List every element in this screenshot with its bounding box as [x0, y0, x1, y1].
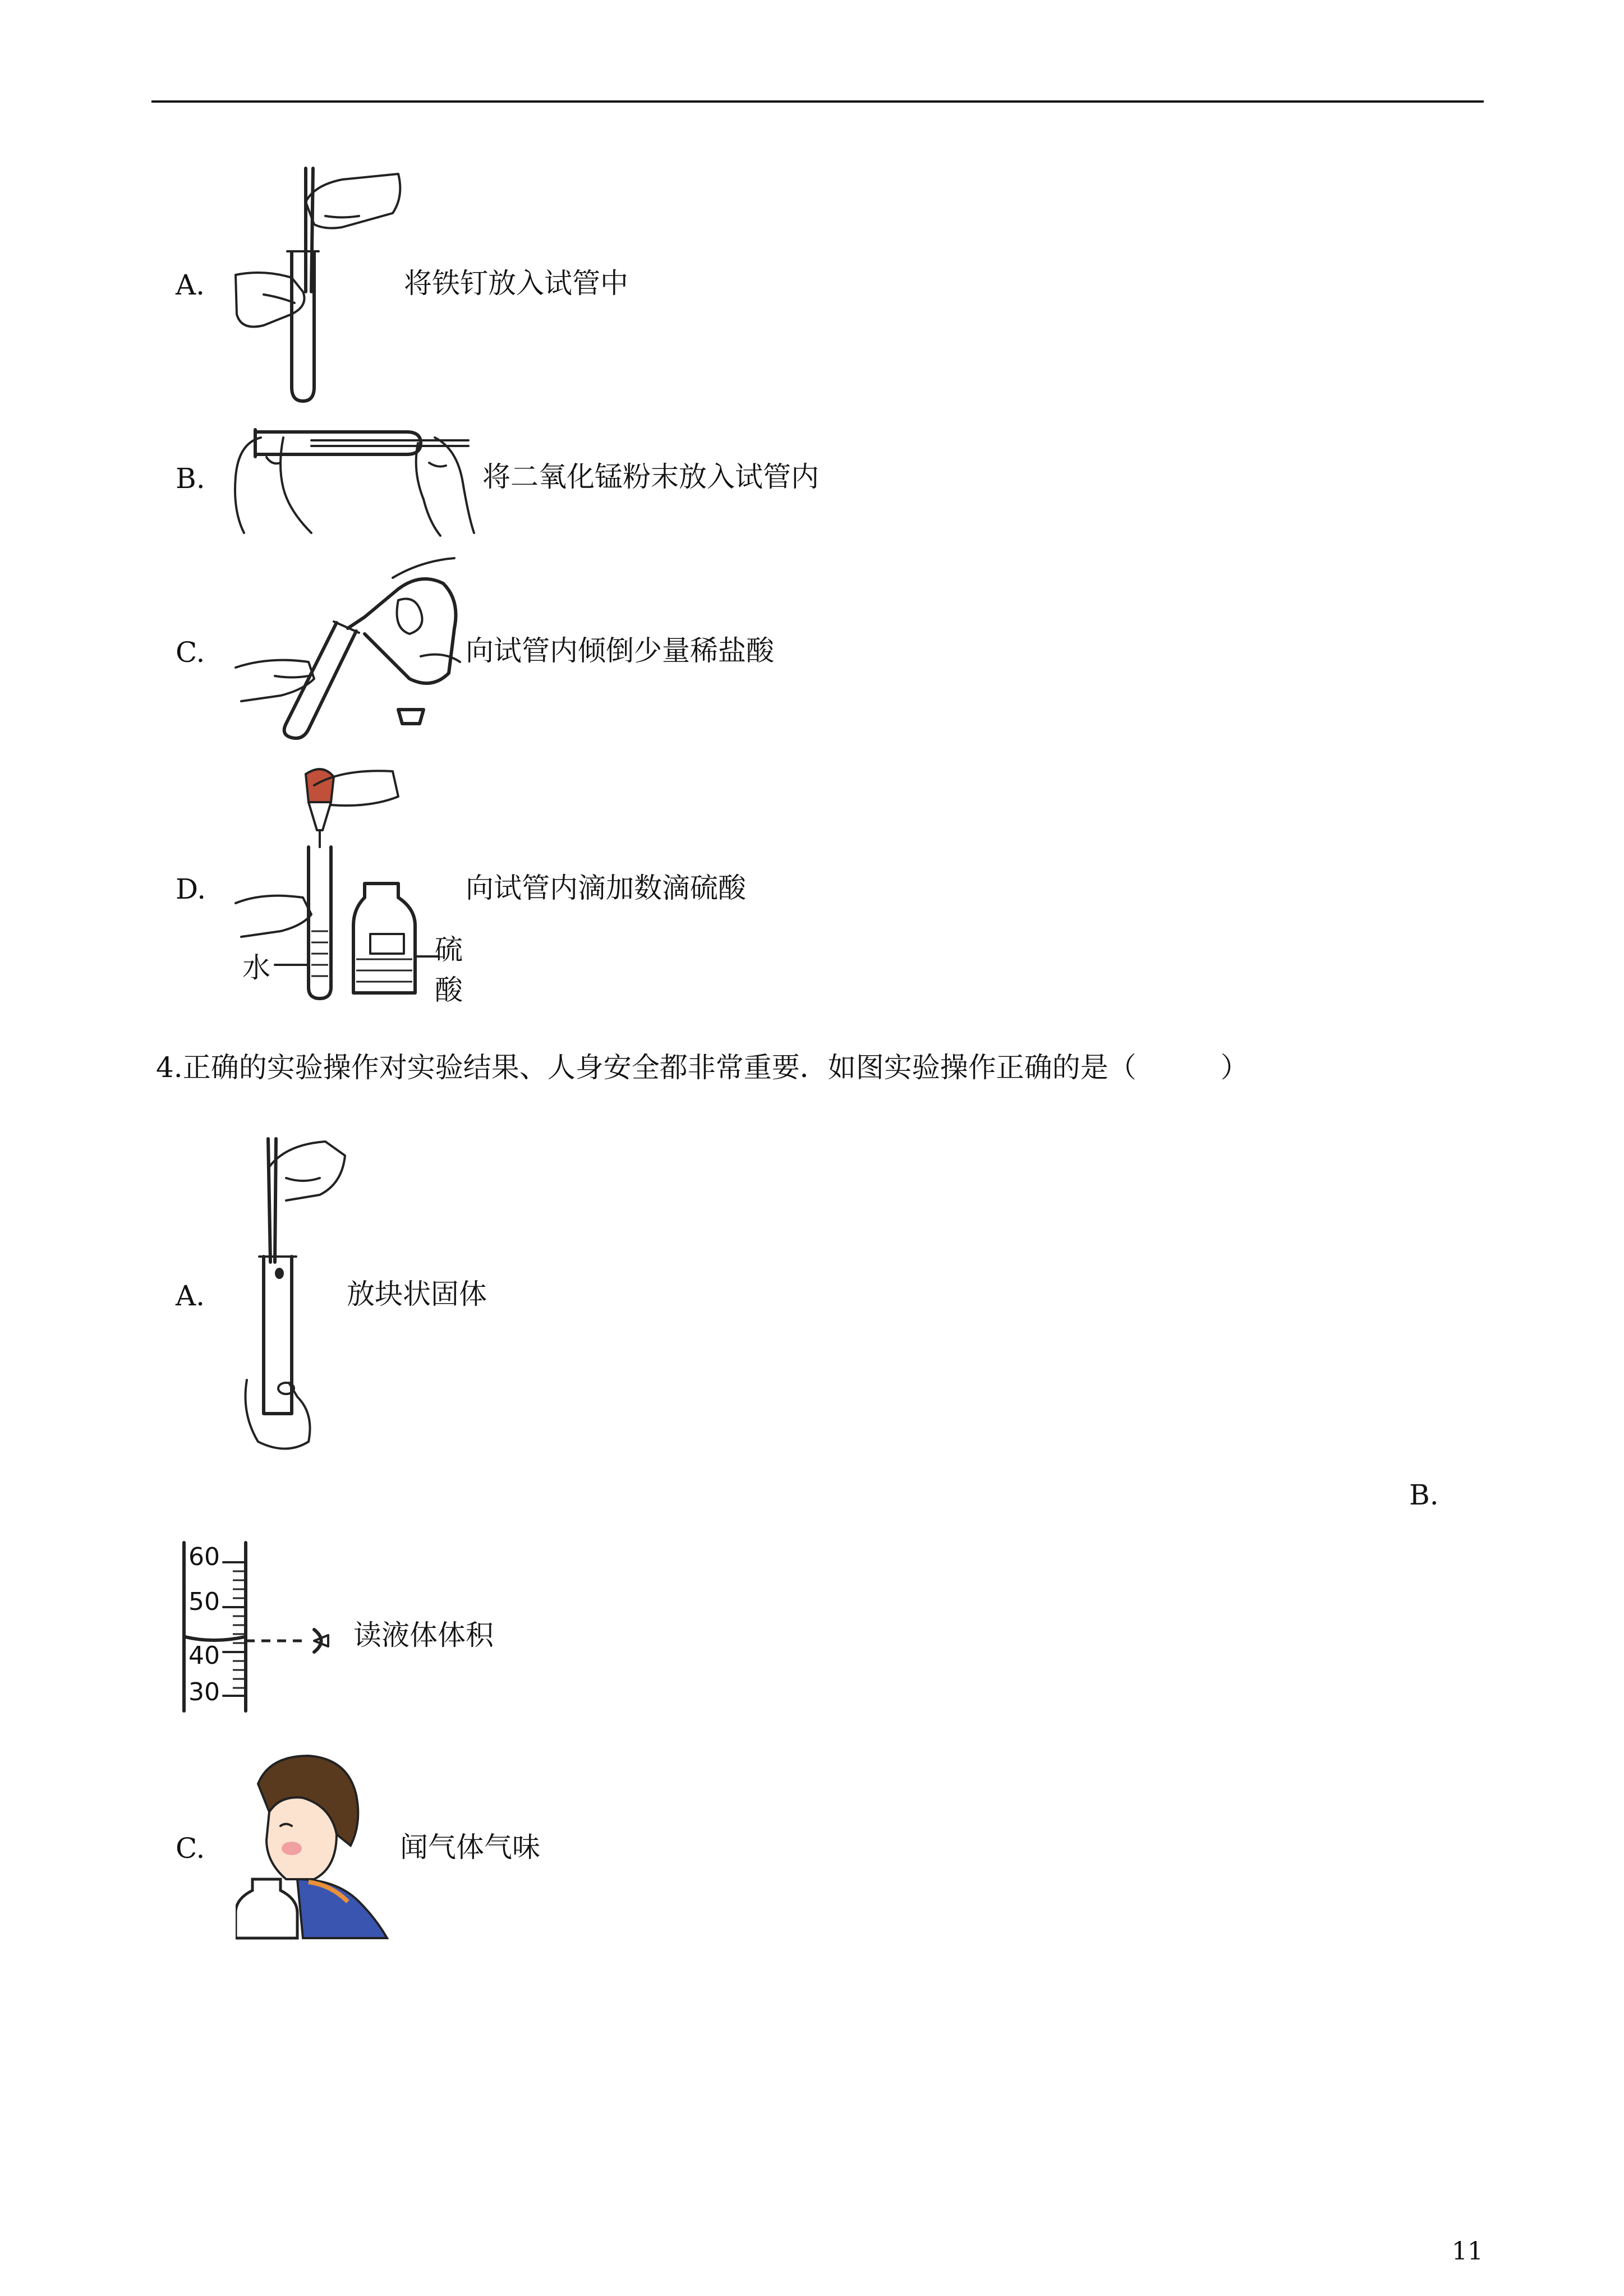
cylinder-tick-40: 40 [188, 1641, 220, 1670]
q4-option-c-letter: C. [176, 1832, 205, 1865]
cylinder-tick-60: 60 [188, 1543, 220, 1571]
q3-d-acid-label-2: 酸 [435, 974, 463, 1006]
q3-option-b-figure [227, 415, 485, 539]
q4-option-c-figure [236, 1750, 398, 1941]
cylinder-tick-30: 30 [188, 1678, 220, 1706]
q4-stem: 4.正确的实验操作对实验结果、人身安全都非常重要．如图实验操作正确的是（ ） [156, 1051, 1249, 1084]
q3-option-c-caption: 向试管内倾倒少量稀盐酸 [466, 634, 774, 667]
q3-option-c-letter: C. [176, 636, 205, 669]
q3-d-acid-label-1: 硫 [435, 933, 463, 966]
page-number: 11 [1452, 2237, 1483, 2266]
q3-d-water-label: 水 [242, 951, 270, 984]
cylinder-tick-50: 50 [188, 1588, 220, 1616]
q4-option-b-letter: B. [1409, 1479, 1439, 1511]
q4-option-b-caption: 读液体体积 [353, 1619, 494, 1651]
q4-option-a-caption: 放块状固体 [347, 1278, 487, 1310]
q3-option-b-letter: B. [176, 462, 205, 495]
q3-option-d-caption: 向试管内滴加数滴硫酸 [466, 872, 746, 904]
q3-option-a-caption: 将铁钉放入试管中 [404, 267, 628, 300]
q4-option-c-caption: 闻气体气味 [400, 1831, 540, 1864]
header-rule [151, 100, 1484, 103]
q3-option-b-caption: 将二氧化锰粉末放入试管内 [482, 461, 819, 493]
q3-option-d-letter: D. [176, 873, 206, 905]
q4-option-a-figure [236, 1133, 359, 1453]
q3-option-a-letter: A. [176, 269, 205, 301]
q4-option-a-letter: A. [176, 1280, 205, 1312]
q3-option-c-figure [230, 555, 466, 740]
q3-option-a-figure [230, 163, 410, 409]
